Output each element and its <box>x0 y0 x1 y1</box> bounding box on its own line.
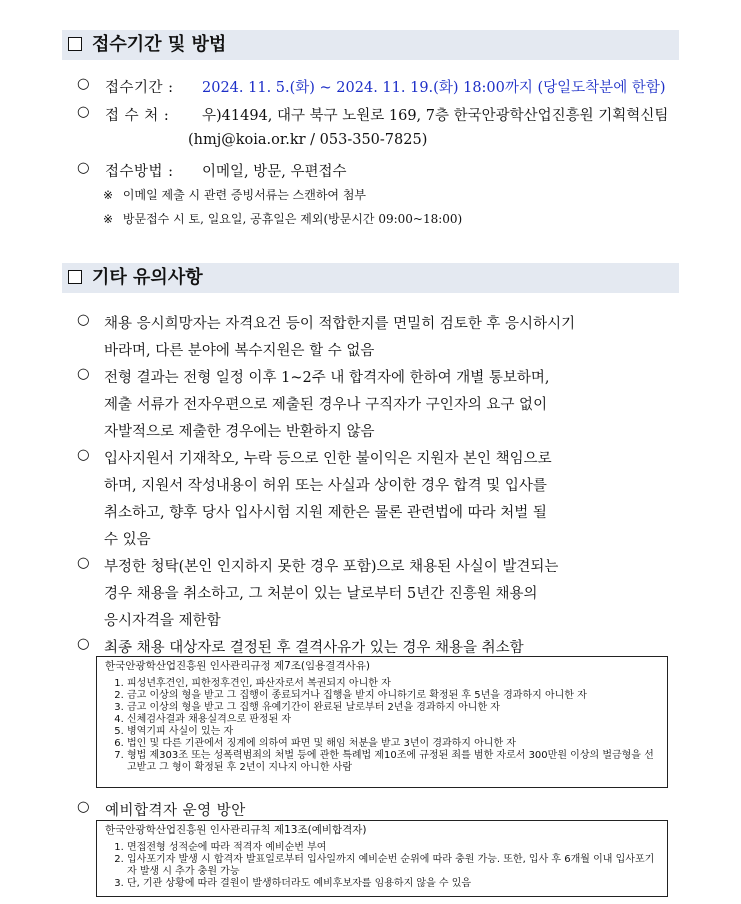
method-label: 접수방법 : <box>105 164 174 180</box>
bullet-circle-icon: ○ <box>77 160 90 176</box>
regulation-list <box>105 678 659 774</box>
regulation-title: 한국안광학산업진흥원 인사관리규칙 제13조(예비합격자) <box>105 824 367 836</box>
section-title: 기타 유의사항 <box>92 267 203 288</box>
bullet-circle-icon: ○ <box>77 555 90 571</box>
note-visit: ※ 방문접수 시 토, 일요일, 공휴일은 제외(방문시간 09:00~18:00) <box>103 212 463 226</box>
regulation-box-reserve <box>96 820 668 897</box>
section-title: 접수기간 및 방법 <box>92 34 227 55</box>
section-header-notices <box>62 263 679 293</box>
checkbox-square-icon <box>68 37 82 51</box>
list-item: 3. 단, 기관 상황에 따라 결원이 발생하더라도 예비후보자를 임용하지 않을 수 있음 <box>127 878 659 890</box>
note-mark-icon: ※ <box>103 188 114 202</box>
bullet-circle-icon: ○ <box>77 104 90 120</box>
regulation-list <box>105 842 659 890</box>
regulation-box-disqualification <box>96 656 668 788</box>
note-mark-icon: ※ <box>103 212 114 226</box>
period-label: 접수기간 : <box>105 80 174 96</box>
regulation-title: 한국안광학산업진흥원 인사관리규정 제7조(임용결격사유) <box>105 660 370 672</box>
list-item: 5. 병역기피 사실이 있는 자 <box>127 726 659 738</box>
bullet-circle-icon: ○ <box>77 366 90 382</box>
bullet-circle-icon: ○ <box>77 76 90 92</box>
list-item: 3. 금고 이상의 형을 받고 그 집행 유예기간이 완료된 날로부터 2년을 경과하지 아니한 자 <box>127 702 659 714</box>
bullet-circle-icon: ○ <box>77 312 90 328</box>
bullet-circle-icon: ○ <box>77 636 90 652</box>
place-value: 우)41494, 대구 북구 노원로 169, 7층 한국안광학산업진흥원 기획혁신팀 <box>202 108 669 124</box>
list-item: 2. 입사포기자 발생 시 합격자 발표일로부터 입사일까지 예비순번 순위에 따라 충원 가능. 또한, 입사 후 6개월 이내 입사포기자 발생 시 추가 충원 가능 <box>127 854 659 878</box>
list-item: 6. 법인 및 다른 기관에서 징계에 의하여 파면 및 해임 처분을 받고 3년이 경과하지 아니한 자 <box>127 738 659 750</box>
checkbox-square-icon <box>68 270 82 284</box>
bullet-circle-icon: ○ <box>77 799 90 815</box>
period-value: 2024. 11. 5.(화) ~ 2024. 11. 19.(화) 18:00까지 (당일도착분에 한함) <box>202 80 666 96</box>
place-contact: (hmj@koia.or.kr / 053-350-7825) <box>188 132 428 148</box>
list-item: 1. 면접전형 성적순에 따라 적격자 예비순번 부여 <box>127 842 659 854</box>
reserve-heading: 예비합격자 운영 방안 <box>105 803 246 819</box>
list-item: 7. 형법 제303조 또는 성폭력범죄의 처벌 등에 관한 특례법 제10조에 규정된 죄를 범한 자로서 300만원 이상의 벌금형을 선고받고 그 형이 확정된 후 2년이 지나지 아니한 사람 <box>127 750 659 774</box>
list-item: 2. 금고 이상의 형을 받고 그 집행이 종료되거나 집행을 받지 아니하기로 확정된 후 5년을 경과하지 아니한 자 <box>127 690 659 702</box>
place-label: 접 수 처 : <box>105 108 170 124</box>
method-value: 이메일, 방문, 우편접수 <box>202 164 347 180</box>
list-item: 1. 피성년후견인, 피한정후견인, 파산자로서 복권되지 아니한 자 <box>127 678 659 690</box>
bullet-circle-icon: ○ <box>77 447 90 463</box>
section-header-reception <box>62 30 679 60</box>
list-item: 4. 신체검사결과 채용실격으로 판정된 자 <box>127 714 659 726</box>
note-email: ※ 이메일 제출 시 관련 증빙서류는 스캔하여 첨부 <box>103 188 367 202</box>
